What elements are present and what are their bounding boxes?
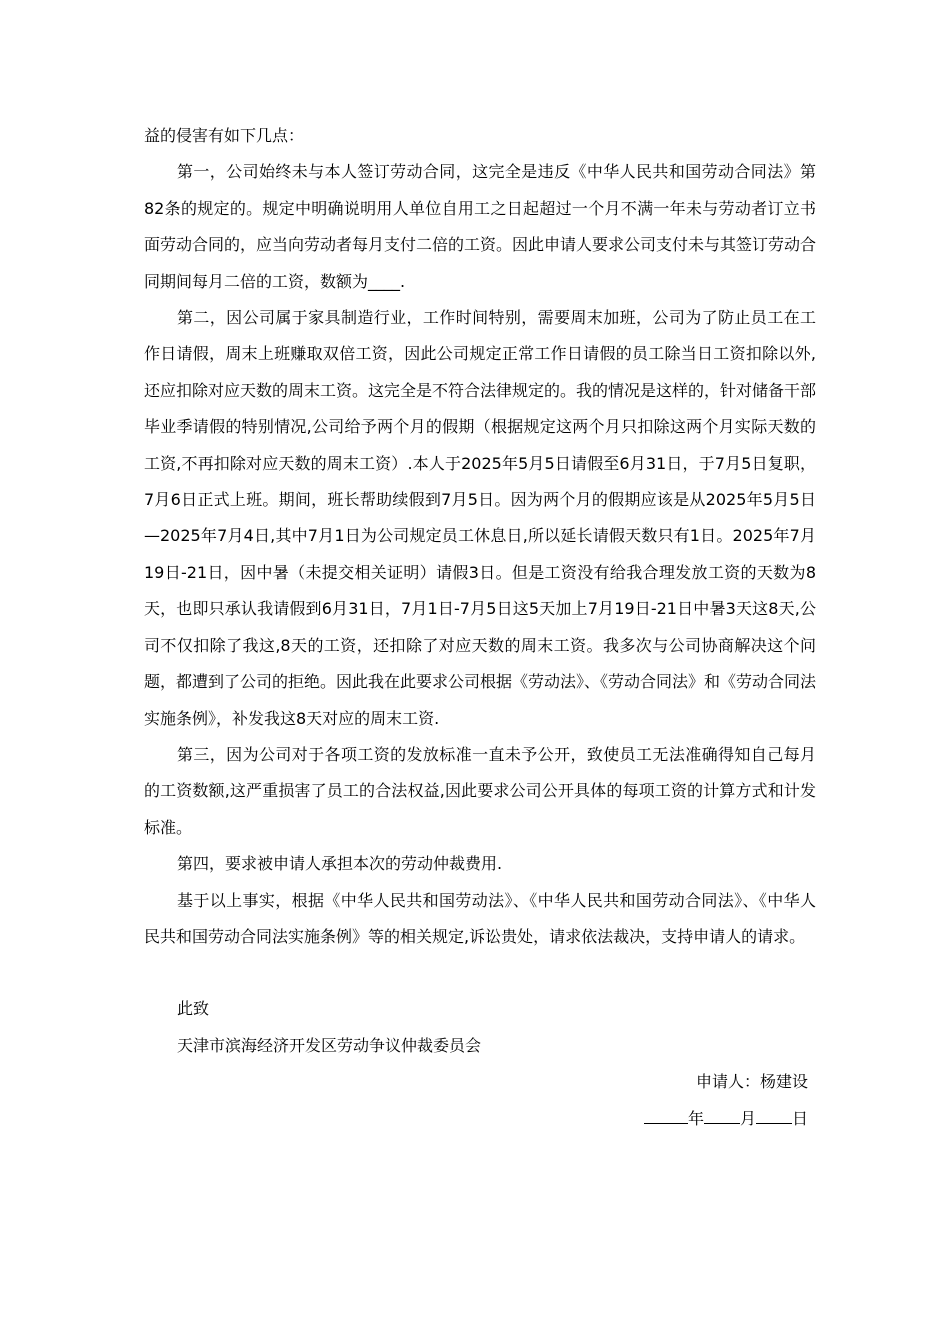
- date-day-label: 日: [791, 1108, 808, 1128]
- date-line: [144, 1101, 816, 1137]
- recipient-name: 天津市滨海经济开发区劳动争议仲裁委员会: [177, 1035, 482, 1055]
- date-month-label: 月: [739, 1108, 756, 1128]
- date-year-label: 年: [687, 1108, 704, 1128]
- document-page: [144, 118, 816, 1137]
- applicant-signature: 申请人：杨建设: [695, 1072, 808, 1092]
- paragraph-second: 第二，因公司属于家具制造行业，工作时间特别，需要周末加班，公司为了防止员工在工作日请假，周末上班赚取双倍工资，因此公司规定正常工作日请假的员工除当日工资扣除以外,还应扣除对应天数的周末工资。这完全是不符合法律规定的。我的情况是这样的，针对储备干部毕业季请假的特别情况,公司给予两个月的假期（根据规定这两个月只扣除这两个月实际天数的工资,不再扣除对应天数的周末工资）.本人于2025年5月5日请假至6月31日，于7月5日复职，7月6日正式上班。期间，班长帮助续假到7月5日。因为两个月的假期应该是从2025年5月5日—2025年7月4日,其中7月1日为公司规定员工休息日,所以延长请假天数只有1日。2025年7月19日-21日，因中暑（未提交相关证明）请假3日。但是工资没有给我合理发放工资的天数为8天，也即只承认我请假到6月31日，7月1日-7月5日这5天加上7月19日-21日中暑3天这8天,公司不仅扣除了我这,8天的工资，还扣除了对应天数的周末工资。我多次与公司协商解决这个问题，都遭到了公司的拒绝。因此我在此要求公司根据《劳动法》、《劳动合同法》和《劳动合同法实施条例》，补发我这8天对应的周末工资.: [144, 308, 817, 728]
- paragraph-intro: 益的侵害有如下几点：: [144, 126, 305, 145]
- paragraph-first: 第一，公司始终未与本人签订劳动合同，这完全是违反《中华人民共和国劳动合同法》第82条的规定的。规定中明确说明用人单位自用工之日起超过一个月不满一年未与劳动者订立书面劳动合同的，应当向劳动者每月支付二倍的工资。因此申请人要求公司支付未与其签订劳动合同期间每月二倍的工资，数额为____.: [144, 162, 817, 291]
- closing-salutation: 此致: [177, 999, 210, 1019]
- spacer: [144, 955, 816, 991]
- day-blank: [756, 1109, 792, 1124]
- month-blank: [704, 1109, 740, 1124]
- paragraph-third: 第三，因为公司对于各项工资的发放标准一直未予公开，致使员工无法准确得知自己每月的工资数额,这严重损害了员工的合法权益,因此要求公司公开具体的每项工资的计算方式和计发标准。: [144, 744, 816, 837]
- paragraph-fourth: 第四，要求被申请人承担本次的劳动仲裁费用.: [177, 854, 503, 874]
- year-blank: [644, 1109, 688, 1124]
- paragraph-conclusion: 基于以上事实，根据《中华人民共和国劳动法》、《中华人民共和国劳动合同法》、《中华人民共和国劳动合同法实施条例》等的相关规定,诉讼贵处，请求依法裁决，支持申请人的请求。: [144, 890, 816, 946]
